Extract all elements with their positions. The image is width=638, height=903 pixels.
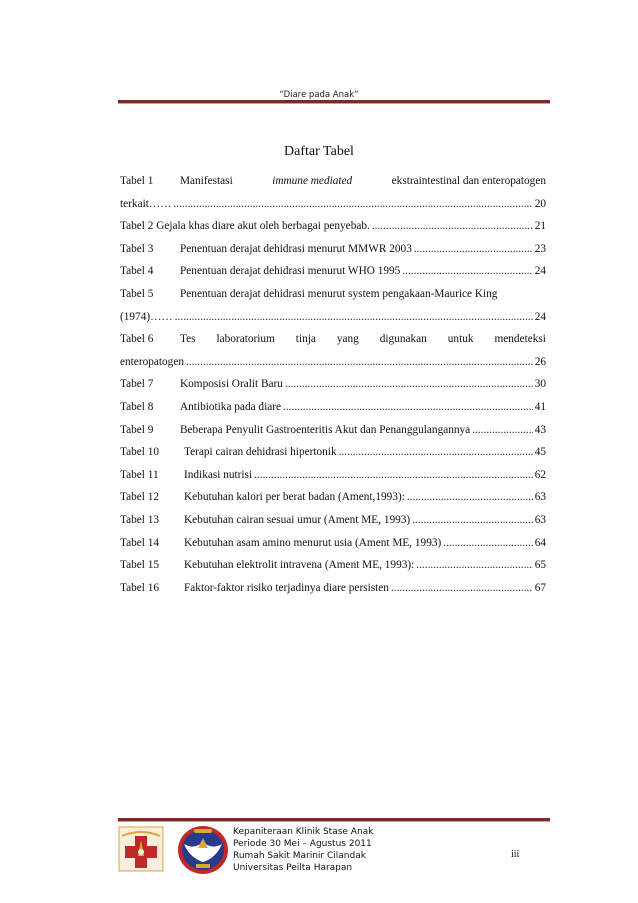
toc-page-number: 43 [534, 423, 546, 436]
dot-leader [391, 583, 533, 594]
page-number: iii [511, 849, 520, 860]
dot-leader [412, 515, 533, 526]
toc-entry [120, 560, 546, 583]
header-rule [118, 100, 550, 104]
dot-leader [443, 538, 532, 549]
toc-page-number: 21 [534, 220, 546, 233]
toc-entry-text: Terapi cairan dehidrasi hipertonik [184, 446, 337, 459]
dot-leader [175, 312, 533, 323]
dot-leader [416, 560, 532, 571]
dot-leader [186, 357, 533, 368]
dot-leader [407, 492, 533, 503]
red-cross-emblem-icon [118, 826, 164, 872]
toc-entry-label: Tabel 8 [120, 400, 154, 413]
toc-entry [120, 402, 546, 425]
toc-page-number: 65 [534, 559, 546, 572]
toc-entry [120, 379, 546, 402]
toc-entry-label: Tabel 6 [120, 333, 154, 346]
toc-page-number: 24 [534, 310, 546, 323]
toc-entry-text: Kebutuhan elektrolit intravena (Ament ME, 1993): [184, 559, 415, 572]
toc-page-number: 30 [534, 378, 546, 391]
toc-entry-text: Faktor-faktor risiko terjadinya diare persisten [184, 581, 389, 594]
dot-leader [472, 425, 533, 436]
dot-leader [414, 244, 533, 255]
toc-entry [120, 470, 546, 493]
toc-entry-text: Beberapa Penyulit Gastroenteritis Akut dan Penanggulangannya [180, 423, 471, 436]
toc-entry-label: Tabel 10 [120, 446, 160, 459]
toc-page-number: 62 [534, 468, 546, 481]
toc-entry-text: Tabel 2 Gejala khas diare akut oleh berbagai penyebab. [120, 220, 370, 233]
toc-entry [120, 538, 546, 561]
dot-leader [372, 221, 533, 232]
toc-entry [120, 334, 546, 357]
toc-entry-label: Tabel 14 [120, 536, 160, 549]
toc-entry [120, 176, 546, 199]
toc-entry [120, 515, 546, 538]
toc-entry [120, 583, 546, 606]
toc-entry [120, 492, 546, 515]
toc-page-number: 23 [534, 242, 546, 255]
dot-leader [283, 402, 533, 413]
toc-page-number: 26 [534, 355, 546, 368]
toc-entry-text: Penentuan derajat dehidrasi menurut MMWR 2003 [180, 242, 412, 255]
toc-entry-text: Penentuan derajat dehidrasi menurut system pengakaan-Maurice King [180, 287, 498, 300]
toc-entry-continuation: enteropatogen ..... 26 [120, 357, 546, 380]
toc-entry-label: Tabel 16 [120, 581, 160, 594]
footer-line: Kepaniteraan Klinik Stase Anak [233, 827, 374, 837]
toc-page-number: 45 [534, 446, 546, 459]
toc-entry-label: Tabel 11 [120, 468, 159, 481]
footer-rule [118, 818, 550, 822]
dot-leader [173, 199, 532, 210]
toc-entry [120, 221, 546, 244]
toc-entry-label: Tabel 1 [120, 175, 154, 187]
toc-entry-label: Tabel 12 [120, 491, 160, 504]
dot-leader [254, 470, 533, 481]
toc-entry [120, 289, 546, 312]
toc-entry [120, 425, 546, 448]
eagle-emblem-icon [176, 824, 230, 876]
toc-entry [120, 447, 546, 470]
toc-page-number: 24 [534, 265, 546, 278]
toc-entry-continuation: (1974)…… ..... 24 [120, 312, 546, 335]
toc-entry-text: Kebutuhan asam amino menurut usia (Ament ME, 1993) [184, 536, 442, 549]
toc-page-number: 20 [534, 197, 546, 210]
toc-page-number: 41 [534, 400, 546, 413]
toc-page-number: 64 [534, 536, 546, 549]
toc-entry-text: Komposisi Oralit Baru [180, 378, 283, 391]
toc-entry [120, 244, 546, 267]
toc-page-number: 63 [534, 513, 546, 526]
footer-info [233, 826, 373, 874]
toc-entry-label: Tabel 3 [120, 242, 154, 255]
toc-page-number: 63 [534, 491, 546, 504]
toc-entry-label: Tabel 13 [120, 513, 160, 526]
footer-line: Universitas Peilta Harapan [233, 863, 353, 873]
toc-entry-label: Tabel 9 [120, 423, 154, 436]
toc-entry-label: Tabel 4 [120, 265, 154, 278]
dot-leader [339, 447, 533, 458]
toc-page-number: 67 [534, 581, 546, 594]
toc-entry-label: Tabel 5 [120, 287, 154, 300]
footer-line: Periode 30 Mei – Agustus 2011 [233, 839, 372, 849]
toc-entry-text: Penentuan derajat dehidrasi menurut WHO 1995 [180, 265, 401, 278]
footer-line: Rumah Sakit Marinir Cilandak [233, 851, 366, 861]
toc-entry-text: Antibiotika pada diare [180, 400, 282, 413]
toc-entry-text: Manifestasi immune mediated ekstraintestinal dan enteropatogen [180, 175, 546, 187]
running-header: “Diare pada Anak” [279, 90, 359, 100]
toc-entry-text: Indikasi nutrisi [184, 468, 253, 481]
toc-entry-label: Tabel 7 [120, 378, 154, 391]
table-of-tables [120, 176, 546, 605]
toc-entry-text: Tes laboratorium tinja yang digunakan untuk mendeteksi [180, 333, 546, 346]
page-title: Daftar Tabel [284, 144, 354, 159]
toc-entry-label: Tabel 15 [120, 559, 160, 572]
dot-leader [402, 266, 532, 277]
toc-entry-text: Kebutuhan cairan sesuai umur (Ament ME, 1993) [184, 513, 411, 526]
dot-leader [285, 379, 533, 390]
toc-entry-continuation: terkait…… ..... 20 [120, 199, 546, 222]
toc-entry [120, 266, 546, 289]
toc-entry-text: Kebutuhan kalori per berat badan (Ament,1993): [184, 491, 405, 504]
